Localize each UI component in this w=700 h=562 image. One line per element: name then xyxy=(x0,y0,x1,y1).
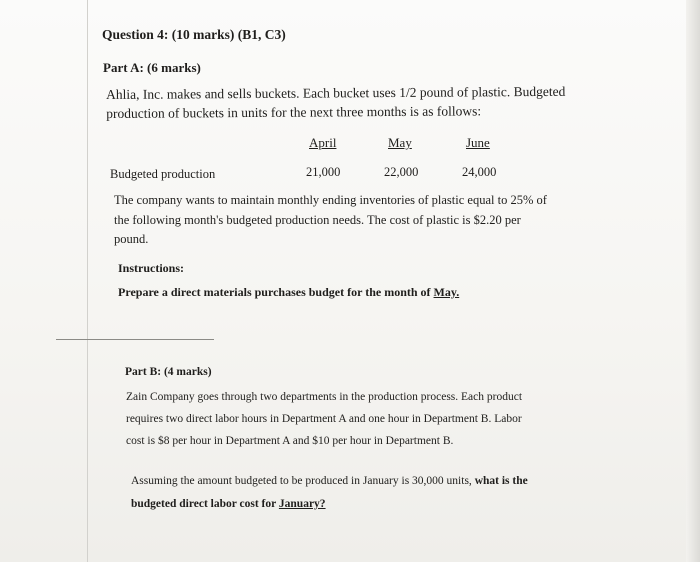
part-b-body-line: Zain Company goes through two departments in the production process. Each product xyxy=(126,391,523,403)
question-heading: Question 4: (10 marks) (B1, C3) xyxy=(102,27,286,42)
table-row-label: Budgeted production xyxy=(110,167,216,181)
part-b-body-line: cost is $8 per hour in Department A and $10 per hour in Department B. xyxy=(126,435,454,447)
instructions-prefix: Prepare a direct materials purchases budget for the month of xyxy=(118,285,434,299)
part-b-question-line-1 xyxy=(131,470,571,493)
table-cell-may: 22,000 xyxy=(384,165,419,179)
part-a-intro xyxy=(106,82,576,123)
part-b-question-prefix: Assuming the amount budgeted to be produced in January is 30,000 units, xyxy=(131,475,475,487)
part-b-question-month: January? xyxy=(278,498,326,510)
part-b-question-bold-2: budgeted direct labor cost for xyxy=(131,498,279,510)
page-margin-line xyxy=(87,0,88,562)
instructions-heading: Instructions: xyxy=(118,261,185,275)
part-b-body xyxy=(126,386,566,452)
part-b-question-line-2 xyxy=(131,493,571,516)
table-header-may: May xyxy=(388,135,412,150)
part-a-body-line: pound. xyxy=(114,232,149,246)
table-header-april: April xyxy=(309,135,337,150)
section-divider xyxy=(56,339,214,340)
part-a-intro-line: production of buckets in units for the next three months is as follows: xyxy=(106,103,482,121)
page-edge-shadow xyxy=(686,0,700,562)
part-a-body-line: The company wants to maintain monthly ending inventories of plastic equal to 25% of xyxy=(114,193,547,207)
instructions-month: May. xyxy=(433,285,460,299)
table-cell-june: 24,000 xyxy=(462,165,497,179)
part-a-body xyxy=(114,191,564,250)
part-b-question xyxy=(131,470,571,516)
part-a-intro-line: Ahlia, Inc. makes and sells buckets. Each bucket uses 1/2 pound of plastic. Budgeted xyxy=(106,83,566,102)
part-b-heading: Part B: (4 marks) xyxy=(125,366,212,378)
instructions-text xyxy=(118,286,459,300)
table-cell-april: 21,000 xyxy=(306,165,341,179)
part-b-question-bold: what is the xyxy=(474,475,528,487)
table-header-june: June xyxy=(466,135,490,150)
part-a-heading: Part A: (6 marks) xyxy=(103,60,201,75)
part-a-body-line: the following month's budgeted production needs. The cost of plastic is $2.20 per xyxy=(114,212,521,227)
part-b-body-line: requires two direct labor hours in Department A and one hour in Department B. Labor xyxy=(126,413,522,425)
